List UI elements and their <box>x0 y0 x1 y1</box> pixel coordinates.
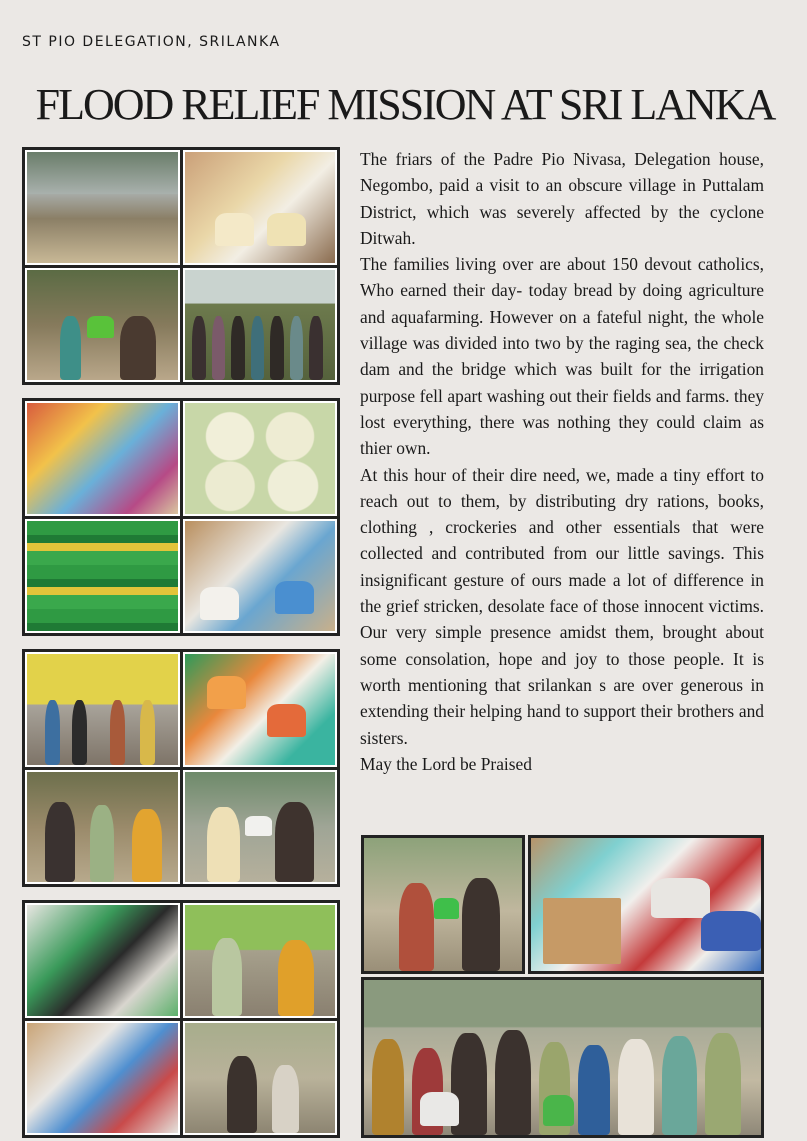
photo-friar-handover-right <box>361 835 525 974</box>
photo-gathering-hall <box>25 652 180 767</box>
photo-friar-giving-bag <box>183 1021 338 1136</box>
photo-donation-boxes <box>528 835 764 974</box>
article-body <box>360 146 764 777</box>
photo-relief-packages <box>183 519 338 634</box>
photo-books <box>25 401 180 516</box>
photo-bags-pile <box>25 903 180 1018</box>
photo-food-packets <box>183 652 338 767</box>
photo-rice-bags <box>183 401 338 516</box>
photo-collage-4 <box>22 900 340 1138</box>
article-paragraph-1: The friars of the Padre Pio Nivasa, Delegation house, Negombo, paid a visit to an obscure village in Puttalam District, which was severely affected by the cyclone Ditwah. <box>360 149 764 248</box>
photo-collage-3 <box>22 649 340 887</box>
photo-collage-2 <box>22 398 340 636</box>
photo-handover-porch <box>183 770 338 885</box>
photo-ration-sacks <box>25 519 180 634</box>
photo-boxes-and-bags <box>25 1021 180 1136</box>
photo-group-outdoors <box>183 268 338 383</box>
photo-crockery <box>183 150 338 265</box>
photo-handover-friar <box>25 268 180 383</box>
delegation-label: ST PIO DELEGATION, SRILANKA <box>22 34 281 50</box>
photo-group-with-villagers <box>361 977 764 1138</box>
article-paragraph-3: At this hour of their dire need, we, made a tiny effort to reach out to them, by distributing dry rations, books, clothing , crockeries and other essentials that were collected and contributed from our little savings. This insignificant gesture of ours made a lot of difference in the grief stricken, desolate face of those innocent victims. Our very simple presence amidst them, brought about some consolation, hope and joy to those people. It is worth mentioning that srilankan s are over generous in extending their helping hand to support their brothers and sisters. <box>360 464 764 748</box>
photo-collage-1 <box>22 147 340 385</box>
photo-washed-out-shore <box>25 150 180 265</box>
photo-distribution-outside <box>183 903 338 1018</box>
closing-line: May the Lord be Praised <box>360 753 532 774</box>
photo-friars-with-villager <box>25 770 180 885</box>
page-title: FLOOD RELIEF MISSION AT SRI LANKA <box>35 80 775 129</box>
article-paragraph-2: The families living over are about 150 devout catholics, Who earned their day- today bread by doing agriculture and aquafarming. However on a fateful night, the whole village was divided into two by the raging sea, the check dam and the bridge which was built for the irrigation purpose fell apart washing out their fields and farms. they lost everything, there was nothing they could claim as thier own. <box>360 254 764 459</box>
